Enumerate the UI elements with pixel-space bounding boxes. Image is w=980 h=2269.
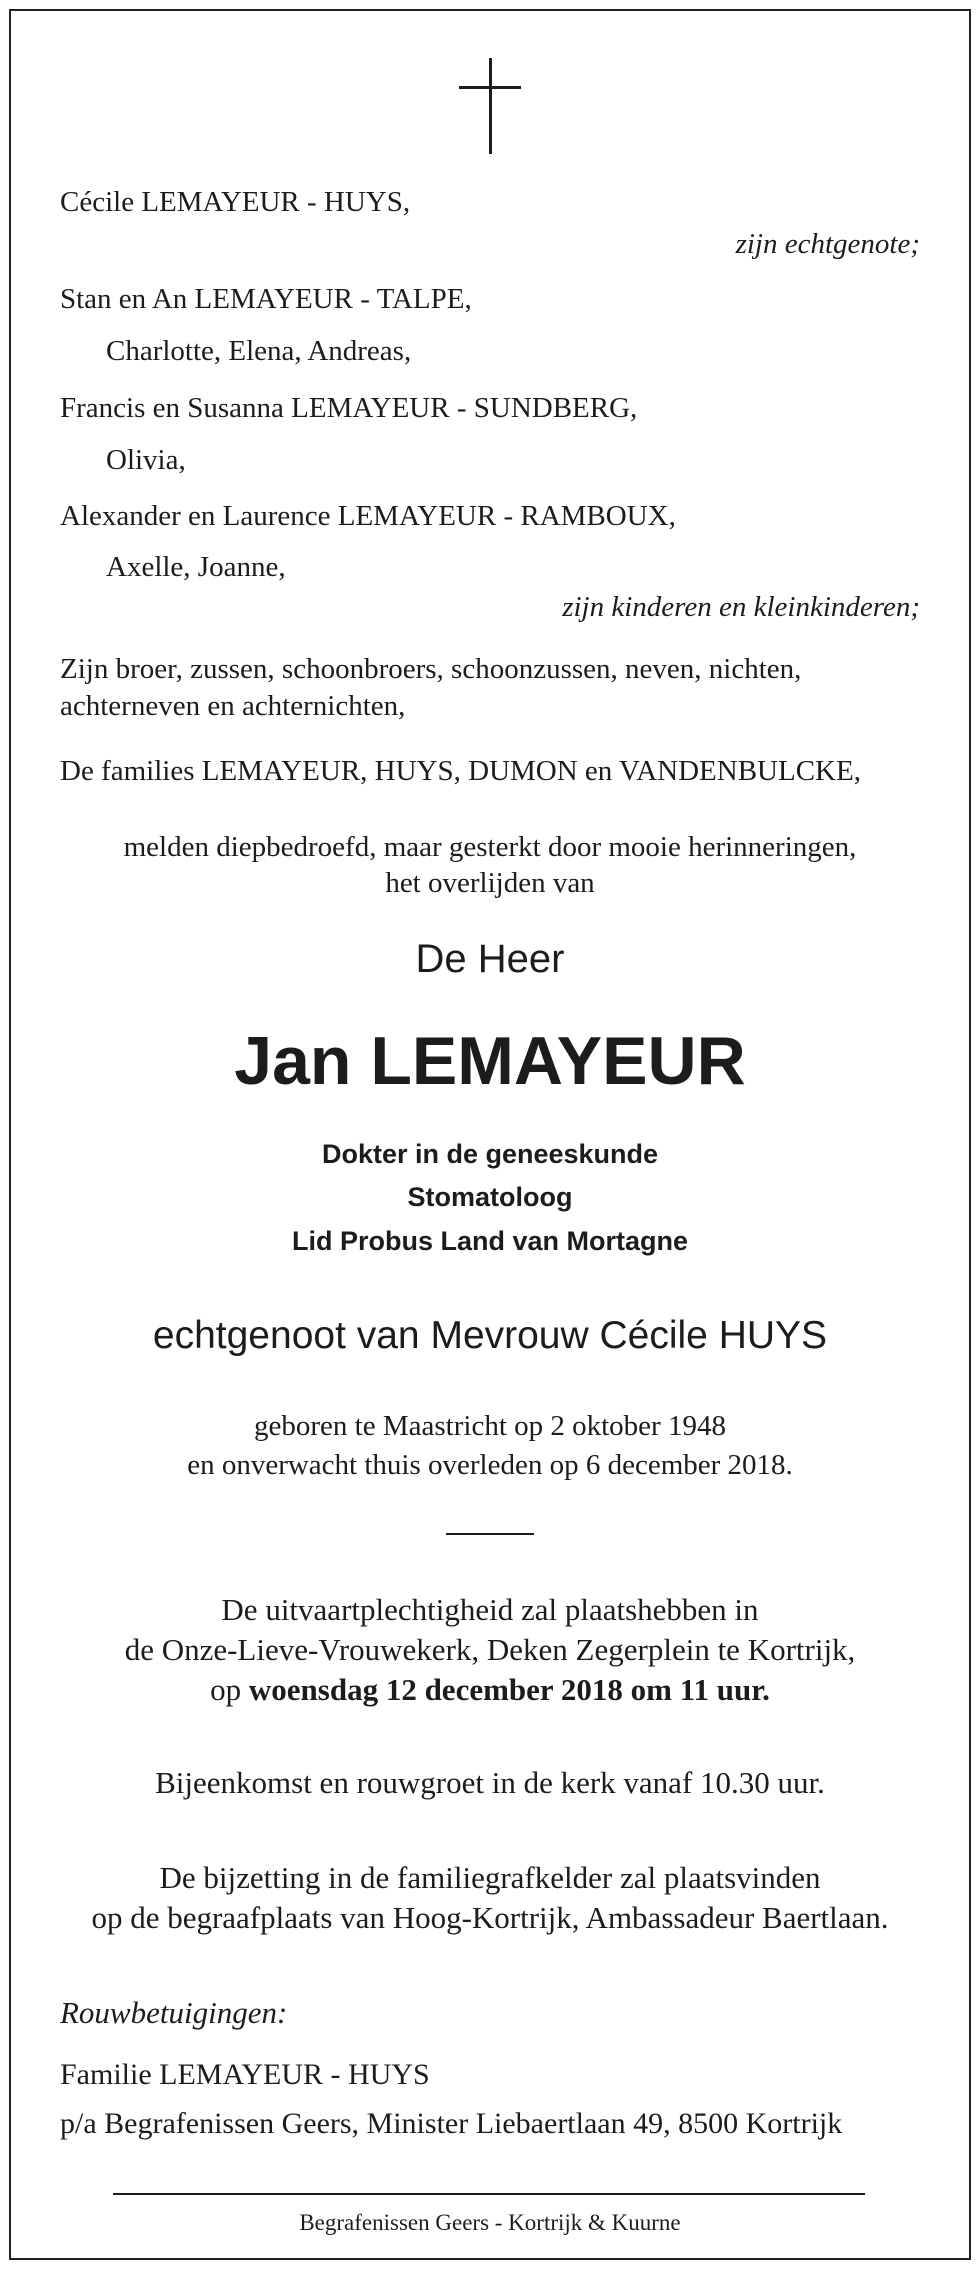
gathering-info: Bijeenkomst en rouwgroet in de kerk vanaf 10.30 uur. bbox=[155, 1765, 825, 1800]
birth-info: geboren te Maastricht op 2 oktober 1948 bbox=[254, 1410, 726, 1442]
spouse-role: zijn echtgenote; bbox=[735, 228, 920, 260]
title-specialty: Stomatoloog bbox=[407, 1182, 573, 1212]
siblings-line-1: Zijn broer, zussen, schoonbroers, schoonzussen, neven, nichten, bbox=[60, 653, 802, 685]
child-family-1: Stan en An LEMAYEUR - TALPE, bbox=[60, 283, 472, 315]
spouse-line: echtgenoot van Mevrouw Cécile HUYS bbox=[152, 1314, 828, 1357]
condolences-heading: Rouwbetuigingen: bbox=[60, 1995, 288, 2030]
separator-long bbox=[113, 2193, 865, 2195]
honorific: De Heer bbox=[415, 937, 565, 981]
deceased-name: Jan LEMAYEUR bbox=[234, 1023, 746, 1099]
announcement-line-2: het overlijden van bbox=[385, 867, 595, 899]
child-family-3: Alexander en Laurence LEMAYEUR - RAMBOUX, bbox=[60, 500, 676, 532]
funeral-line-3: op woensdag 12 december 2018 om 11 uur. bbox=[210, 1672, 770, 1707]
title-membership: Lid Probus Land van Mortagne bbox=[291, 1226, 689, 1256]
child-family-2: Francis en Susanna LEMAYEUR - SUNDBERG, bbox=[60, 392, 638, 424]
announcement-line-1: melden diepbedroefd, maar gesterkt door mooie herinneringen, bbox=[123, 831, 857, 863]
burial-line-1: De bijzetting in de familiegrafkelder zal plaatsvinden bbox=[159, 1860, 821, 1895]
separator-short bbox=[446, 1533, 534, 1535]
funeral-line-1: De uitvaartplechtigheid zal plaatshebben in bbox=[221, 1592, 759, 1627]
funeral-line-2: de Onze-Lieve-Vrouwekerk, Deken Zegerplein te Kortrijk, bbox=[124, 1632, 856, 1667]
spouse-name: Cécile LEMAYEUR - HUYS, bbox=[60, 186, 411, 218]
grandchildren-3: Axelle, Joanne, bbox=[106, 551, 286, 583]
title-doctor: Dokter in de geneeskunde bbox=[321, 1139, 659, 1169]
condolences-address: p/a Begrafenissen Geers, Minister Liebaertlaan 49, 8500 Kortrijk bbox=[60, 2107, 843, 2140]
death-info: en onverwacht thuis overleden op 6 december 2018. bbox=[187, 1449, 793, 1481]
children-role: zijn kinderen en kleinkinderen; bbox=[562, 591, 920, 623]
undertaker-footer: Begrafenissen Geers - Kortrijk & Kuurne bbox=[299, 2210, 681, 2235]
grandchildren-1: Charlotte, Elena, Andreas, bbox=[106, 335, 412, 367]
burial-line-2: op de begraafplaats van Hoog-Kortrijk, Ambassadeur Baertlaan. bbox=[91, 1900, 889, 1935]
siblings-line-2: achterneven en achternichten, bbox=[60, 690, 406, 722]
extended-families: De families LEMAYEUR, HUYS, DUMON en VANDENBULCKE, bbox=[60, 755, 861, 787]
condolences-recipient: Familie LEMAYEUR - HUYS bbox=[60, 2058, 430, 2091]
funeral-date: woensdag 12 december 2018 om 11 uur. bbox=[248, 1672, 770, 1707]
grandchildren-2: Olivia, bbox=[106, 444, 186, 476]
